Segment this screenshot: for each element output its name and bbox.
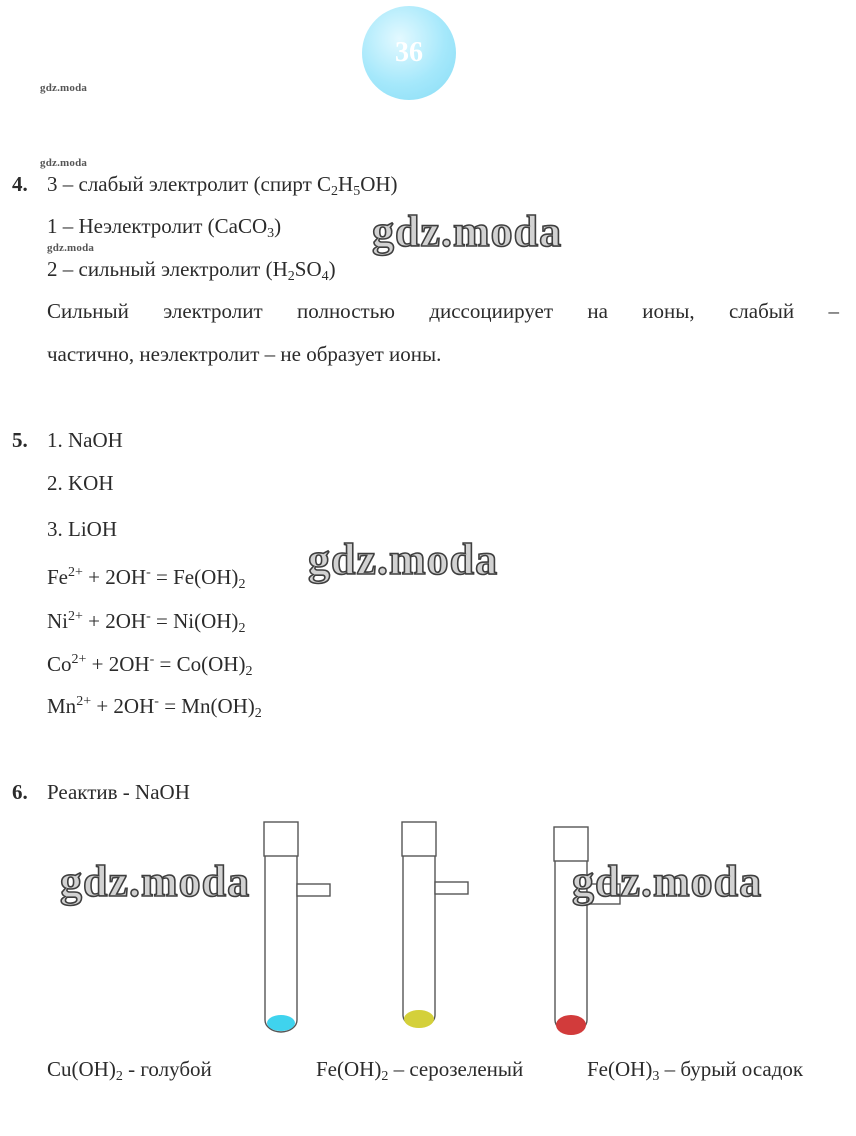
task-6-number: 6. (12, 780, 28, 804)
task-5-item: 3. LiOH (47, 517, 117, 541)
caption-fe-oh-2: $Fe(OH)_2$ – серозеленый (316, 1057, 524, 1084)
watermark-large: gdz.moda (372, 207, 563, 256)
test-tube-2 (402, 822, 468, 1028)
task-4-paragraph-line-1: Сильный электролит полностью диссоциирует на ионы, слабый – (47, 299, 839, 323)
equation-mn: $Mn^{2+} + 2OH^- = Mn(OH)_2$ (47, 694, 262, 721)
task-6-reagent: Реактив - NaOH (47, 780, 190, 804)
precipitate-2 (404, 1010, 434, 1028)
task-4-paragraph-line-2: частично, неэлектролит – не образует ионы. (47, 342, 442, 366)
caption-fe-oh-3: $Fe(OH)_3$ – бурый осадок (587, 1057, 804, 1084)
equation-fe: $Fe^{2+} + 2OH^- = Fe(OH)_2$ (47, 565, 246, 592)
task-5-number: 5. (12, 428, 28, 452)
watermark-small: gdz.moda (40, 82, 88, 94)
watermark-large: gdz.moda (308, 535, 499, 584)
task-5-item: 2. KOH (47, 471, 114, 495)
task-4-line-2: 1 – Неэлектролит (CaCO$_3$) (47, 214, 282, 241)
task-4-line-3: 2 – сильный электролит $(H_2SO_4)$ (47, 257, 336, 284)
precipitate-3 (556, 1015, 586, 1035)
watermark-small: gdz.moda (47, 242, 95, 254)
watermark-large: gdz.moda (572, 857, 763, 906)
task-4-number: 4. (12, 172, 28, 196)
caption-cu-oh-2: $Cu(OH)_2$ - голубой (47, 1057, 212, 1084)
watermark-large: gdz.moda (60, 857, 251, 906)
page-number: 36 (395, 37, 423, 68)
task-4-line-1: 3 – слабый электролит (спирт $C_2H_5OH$) (47, 172, 398, 199)
equation-ni: $Ni^{2+} + 2OH^- = Ni(OH)_2$ (47, 609, 246, 636)
precipitate-1 (267, 1015, 295, 1031)
equation-co: $Co^{2+} + 2OH^- = Co(OH)_2$ (47, 652, 253, 679)
watermark-small: gdz.moda (40, 157, 88, 169)
test-tube-1 (264, 822, 330, 1032)
task-5-item: 1. NaOH (47, 428, 123, 452)
